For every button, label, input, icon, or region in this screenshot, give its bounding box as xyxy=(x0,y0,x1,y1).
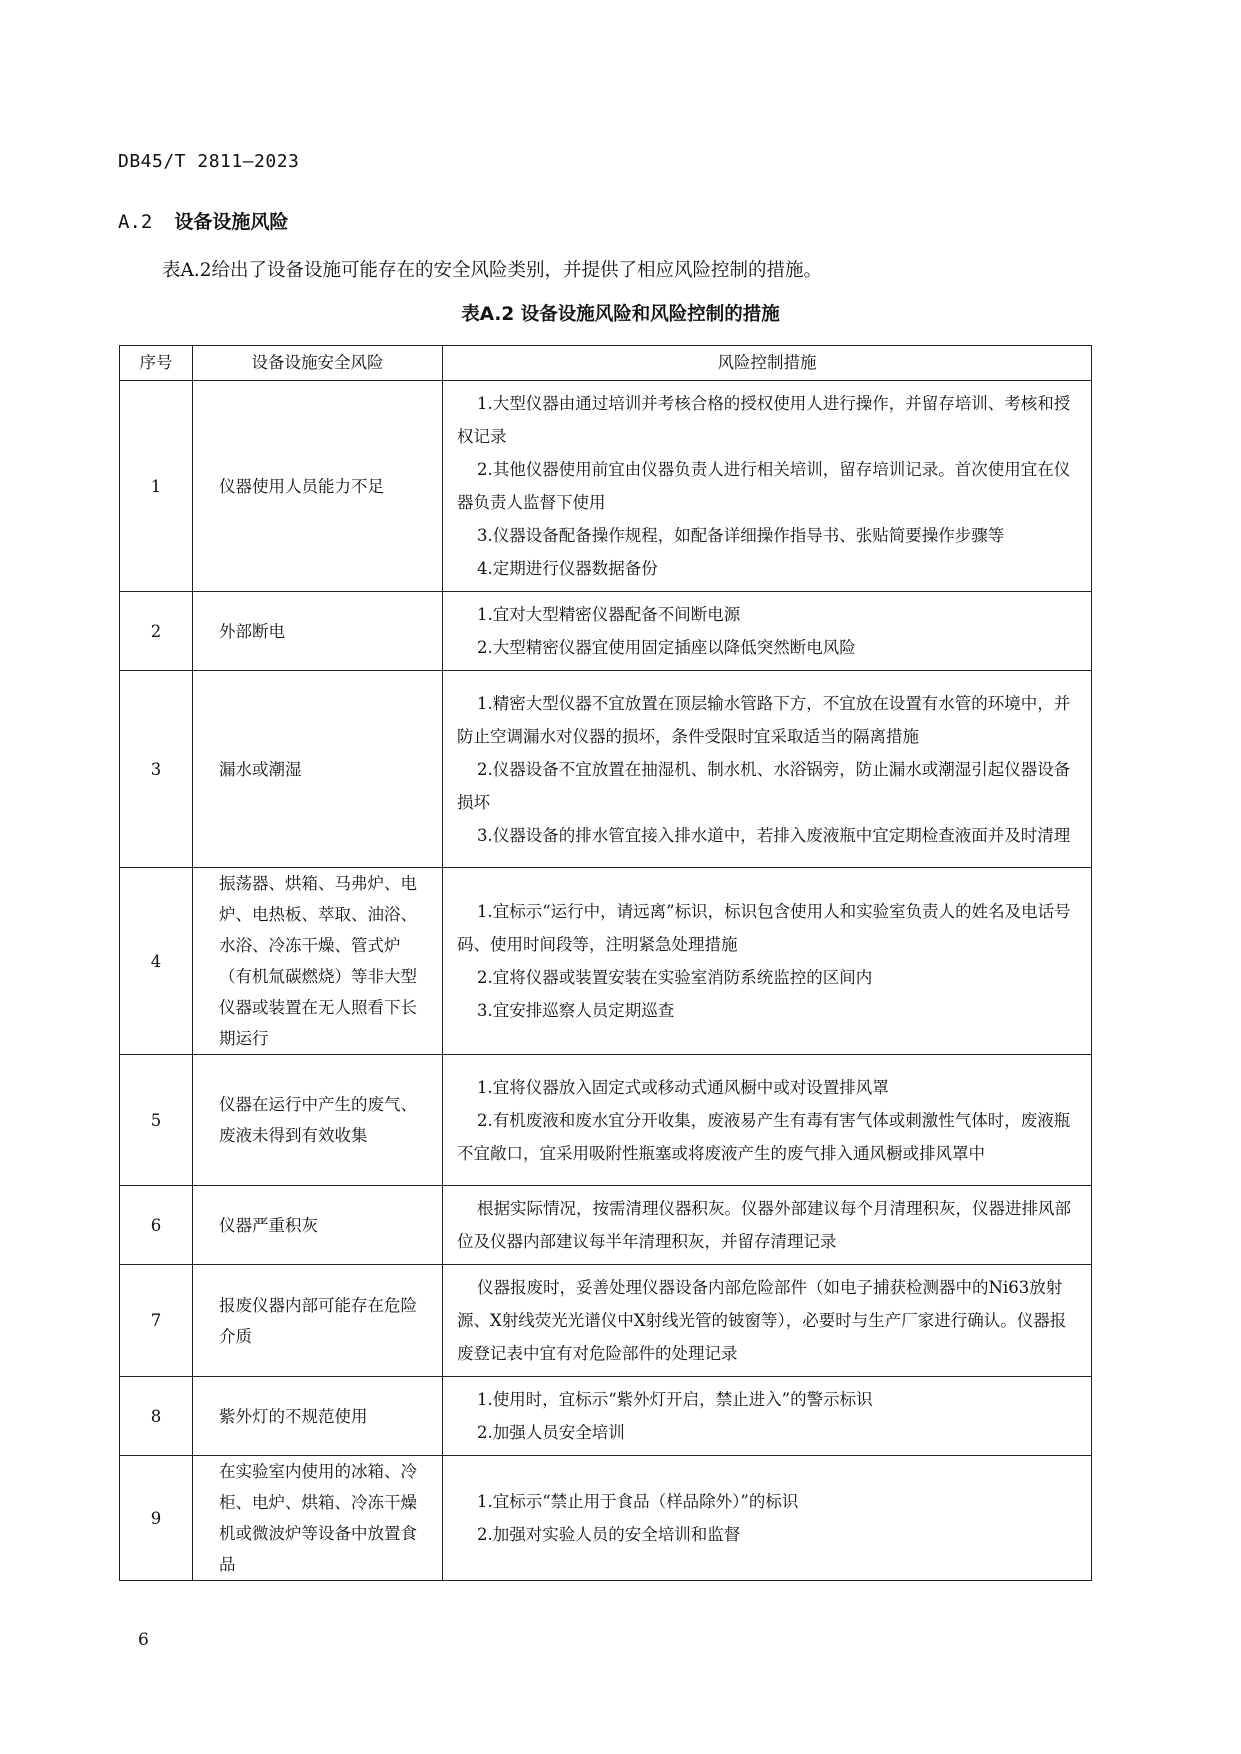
intro-paragraph: 表A.2给出了设备设施可能存在的安全风险类别，并提供了相应风险控制的措施。 xyxy=(162,260,823,281)
row-number: 5 xyxy=(120,1055,193,1186)
measure-item: 1.精密大型仪器不宜放置在顶层输水管路下方，不宜放在设置有水管的环境中，并防止空调漏水对仪器的损坏，条件受限时宜采取适当的隔离措施 xyxy=(457,693,1071,746)
row-number: 6 xyxy=(120,1186,193,1265)
control-measures xyxy=(443,1265,1092,1377)
table-row xyxy=(120,1055,1092,1186)
table-row xyxy=(120,381,1092,592)
measure-item: 2.加强对实验人员的安全培训和监督 xyxy=(477,1525,741,1544)
measure-item: 2.大型精密仪器宜使用固定插座以降低突然断电风险 xyxy=(477,638,856,657)
col-header-no: 序号 xyxy=(120,346,193,381)
section-number: A.2 xyxy=(118,211,153,233)
measure-item: 2.其他仪器使用前宜由仪器负责人进行相关培训，留存培训记录。首次使用宜在仪器负责人监督下使用 xyxy=(457,460,1071,512)
row-number: 1 xyxy=(120,381,193,592)
control-measures xyxy=(443,1186,1092,1265)
col-header-measures: 风险控制措施 xyxy=(443,346,1092,381)
measure-item: 3.仪器设备配备操作规程，如配备详细操作指导书、张贴简要操作步骤等 xyxy=(477,526,1005,545)
control-measures xyxy=(443,671,1092,868)
risk-description: 仪器严重积灰 xyxy=(193,1186,443,1265)
measure-item: 1.大型仪器由通过培训并考核合格的授权使用人进行操作，并留存培训、考核和授权记录 xyxy=(457,394,1071,446)
table-row xyxy=(120,1456,1092,1581)
measure-item: 1.宜标示“运行中，请远离”标识，标识包含使用人和实验室负责人的姓名及电话号码、使用时间段等，注明紧急处理措施 xyxy=(457,902,1071,954)
control-measures xyxy=(443,592,1092,671)
section-heading xyxy=(118,207,288,234)
table-caption: 表A.2 设备设施风险和风险控制的措施 xyxy=(461,304,780,325)
risk-description: 仪器使用人员能力不足 xyxy=(193,381,443,592)
measure-item: 1.宜标示“禁止用于食品（样品除外）”的标识 xyxy=(477,1492,799,1511)
row-number: 4 xyxy=(120,868,193,1055)
table-row xyxy=(120,868,1092,1055)
col-header-risk: 设备设施安全风险 xyxy=(193,346,443,381)
row-number: 3 xyxy=(120,671,193,868)
measure-item: 2.宜将仪器或装置安装在实验室消防系统监控的区间内 xyxy=(477,968,873,987)
row-number: 2 xyxy=(120,592,193,671)
control-measures xyxy=(443,1456,1092,1581)
row-number: 9 xyxy=(120,1456,193,1581)
control-measures xyxy=(443,1055,1092,1186)
risk-description: 漏水或潮湿 xyxy=(193,671,443,868)
table-body xyxy=(120,381,1092,1581)
measure-item: 4.定期进行仪器数据备份 xyxy=(477,559,658,578)
measure-item: 1.宜对大型精密仪器配备不间断电源 xyxy=(477,605,741,624)
risk-description: 在实验室内使用的冰箱、冷柜、电炉、烘箱、冷冻干燥机或微波炉等设备中放置食品 xyxy=(193,1456,443,1581)
table-row xyxy=(120,1186,1092,1265)
measure-item: 3.宜安排巡察人员定期巡查 xyxy=(477,1001,675,1020)
measure-item: 3.仪器设备的排水管宜接入排水道中，若排入废液瓶中宜定期检查液面并及时清理 xyxy=(477,825,1071,845)
measure-item: 1.使用时，宜标示“紫外灯开启，禁止进入”的警示标识 xyxy=(477,1390,873,1409)
risk-description: 振荡器、烘箱、马弗炉、电炉、电热板、萃取、油浴、水浴、冷冻干燥、管式炉（有机氚碳燃烧）等非大型仪器或装置在无人照看下长期运行 xyxy=(193,868,443,1055)
measure-item: 1.宜将仪器放入固定式或移动式通风橱中或对设置排风罩 xyxy=(477,1077,889,1097)
measure-item: 仪器报废时，妥善处理仪器设备内部危险部件（如电子捕获检测器中的Ni63放射源、X射线荧光光谱仪中X射线光管的铍窗等），必要时与生产厂家进行确认。仪器报废登记表中宜有对危险部件的处理记录 xyxy=(457,1278,1067,1363)
control-measures xyxy=(443,381,1092,592)
risk-description: 报废仪器内部可能存在危险介质 xyxy=(193,1265,443,1377)
document-code: DB45/T 2811—2023 xyxy=(118,151,300,172)
row-number: 7 xyxy=(120,1265,193,1377)
table-header-row xyxy=(120,346,1092,381)
row-number: 8 xyxy=(120,1377,193,1456)
control-measures xyxy=(443,1377,1092,1456)
measure-item: 2.有机废液和废水宜分开收集，废液易产生有毒有害气体或刺激性气体时，废液瓶不宜敞口，宜采用吸附性瓶塞或将废液产生的废气排入通风橱或排风罩中 xyxy=(457,1110,1071,1163)
risk-control-table xyxy=(119,345,1092,1581)
risk-description: 外部断电 xyxy=(193,592,443,671)
table-row xyxy=(120,1377,1092,1456)
section-title: 设备设施风险 xyxy=(174,211,289,233)
risk-description: 紫外灯的不规范使用 xyxy=(193,1377,443,1456)
measure-item: 根据实际情况，按需清理仪器积灰。仪器外部建议每个月清理积灰，仪器进排风部位及仪器内部建议每半年清理积灰，并留存清理记录 xyxy=(457,1199,1071,1251)
table-row xyxy=(120,671,1092,868)
control-measures xyxy=(443,868,1092,1055)
risk-description: 仪器在运行中产生的废气、废液未得到有效收集 xyxy=(193,1055,443,1186)
page-number: 6 xyxy=(138,1630,149,1650)
measure-item: 2.加强人员安全培训 xyxy=(477,1423,625,1442)
measure-item: 2.仪器设备不宜放置在抽湿机、制水机、水浴锅旁，防止漏水或潮湿引起仪器设备损坏 xyxy=(457,759,1071,812)
table-row xyxy=(120,1265,1092,1377)
table-row xyxy=(120,592,1092,671)
